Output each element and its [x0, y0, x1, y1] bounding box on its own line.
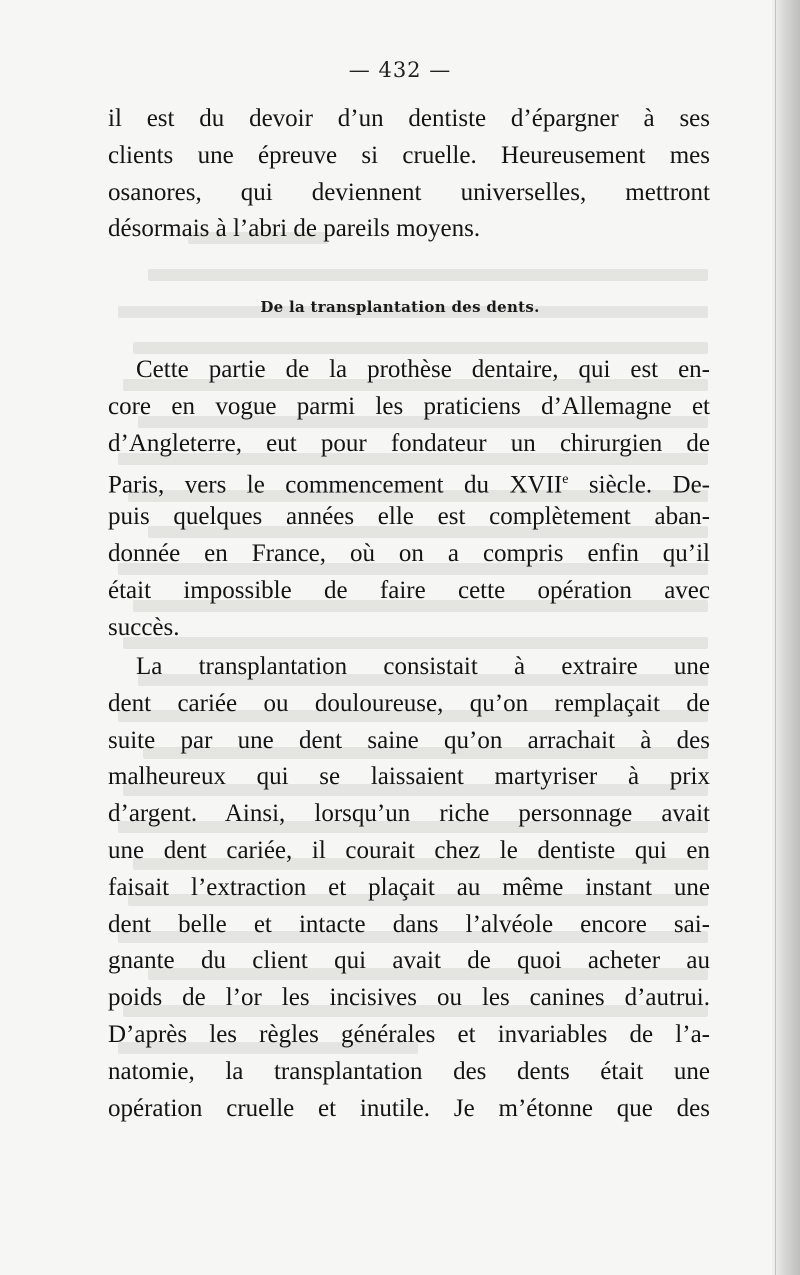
text-line: faisait l’extraction et plaçait au même instant une: [108, 873, 710, 901]
text-line: natomie, la transplantation des dents était une: [108, 1057, 710, 1085]
text-line: d’argent. Ainsi, lorsqu’un riche personnage avait: [108, 800, 710, 828]
text-line: opération cruelle et inutile. Je m’étonne que des: [108, 1094, 710, 1122]
page-number: — 432 —: [348, 58, 452, 82]
section-heading: De la transplantation des dents.: [260, 298, 540, 316]
page-edge-shadow: [772, 0, 800, 1275]
text-line: puis quelques années elle est complètement aban-: [108, 503, 710, 531]
text-line: Paris, vers le commencement du XVIIe siècle. De-: [108, 471, 710, 499]
text-line: osanores, qui deviennent universelles, mettront: [108, 178, 710, 206]
paragraph-prothese: [108, 352, 710, 646]
text-line: poids de l’or les incisives ou les canines d’autrui.: [108, 984, 710, 1012]
page-edge-line: [775, 0, 776, 1275]
text-line: une dent cariée, il courait chez le dentiste qui en: [108, 836, 710, 864]
text-line: clients une épreuve si cruelle. Heureusement mes: [108, 141, 710, 169]
text-line: malheureux qui se laissaient martyriser à prix: [108, 763, 710, 791]
text-line: dent belle et intacte dans l’alvéole encore sai-: [108, 910, 710, 938]
text-line: désormais à l’abri de pareils moyens.: [108, 215, 481, 243]
text-line: D’après les règles générales et invariables de l’a-: [108, 1020, 710, 1048]
text-line: core en vogue parmi les praticiens d’Allemagne et: [108, 392, 710, 420]
text-line: gnante du client qui avait de quoi acheter au: [108, 947, 710, 975]
paragraph-continuation: [108, 101, 710, 248]
text-line: était impossible de faire cette opération avec: [108, 576, 710, 604]
text-line: d’Angleterre, eut pour fondateur un chirurgien de: [108, 429, 710, 457]
text-line: succès.: [108, 613, 180, 641]
text-line: donnée en France, où on a compris enfin qu’il: [108, 539, 710, 567]
paragraph-transplantation: [108, 649, 710, 1127]
text-line: La transplantation consistait à extraire une: [136, 653, 710, 680]
text-line: dent cariée ou douloureuse, qu’on remplaçait de: [108, 689, 710, 717]
text-line: suite par une dent saine qu’on arrachait à des: [108, 726, 710, 754]
text-line: il est du devoir d’un dentiste d’épargner à ses: [108, 105, 710, 132]
text-line: Cette partie de la prothèse dentaire, qui est en-: [136, 356, 710, 383]
